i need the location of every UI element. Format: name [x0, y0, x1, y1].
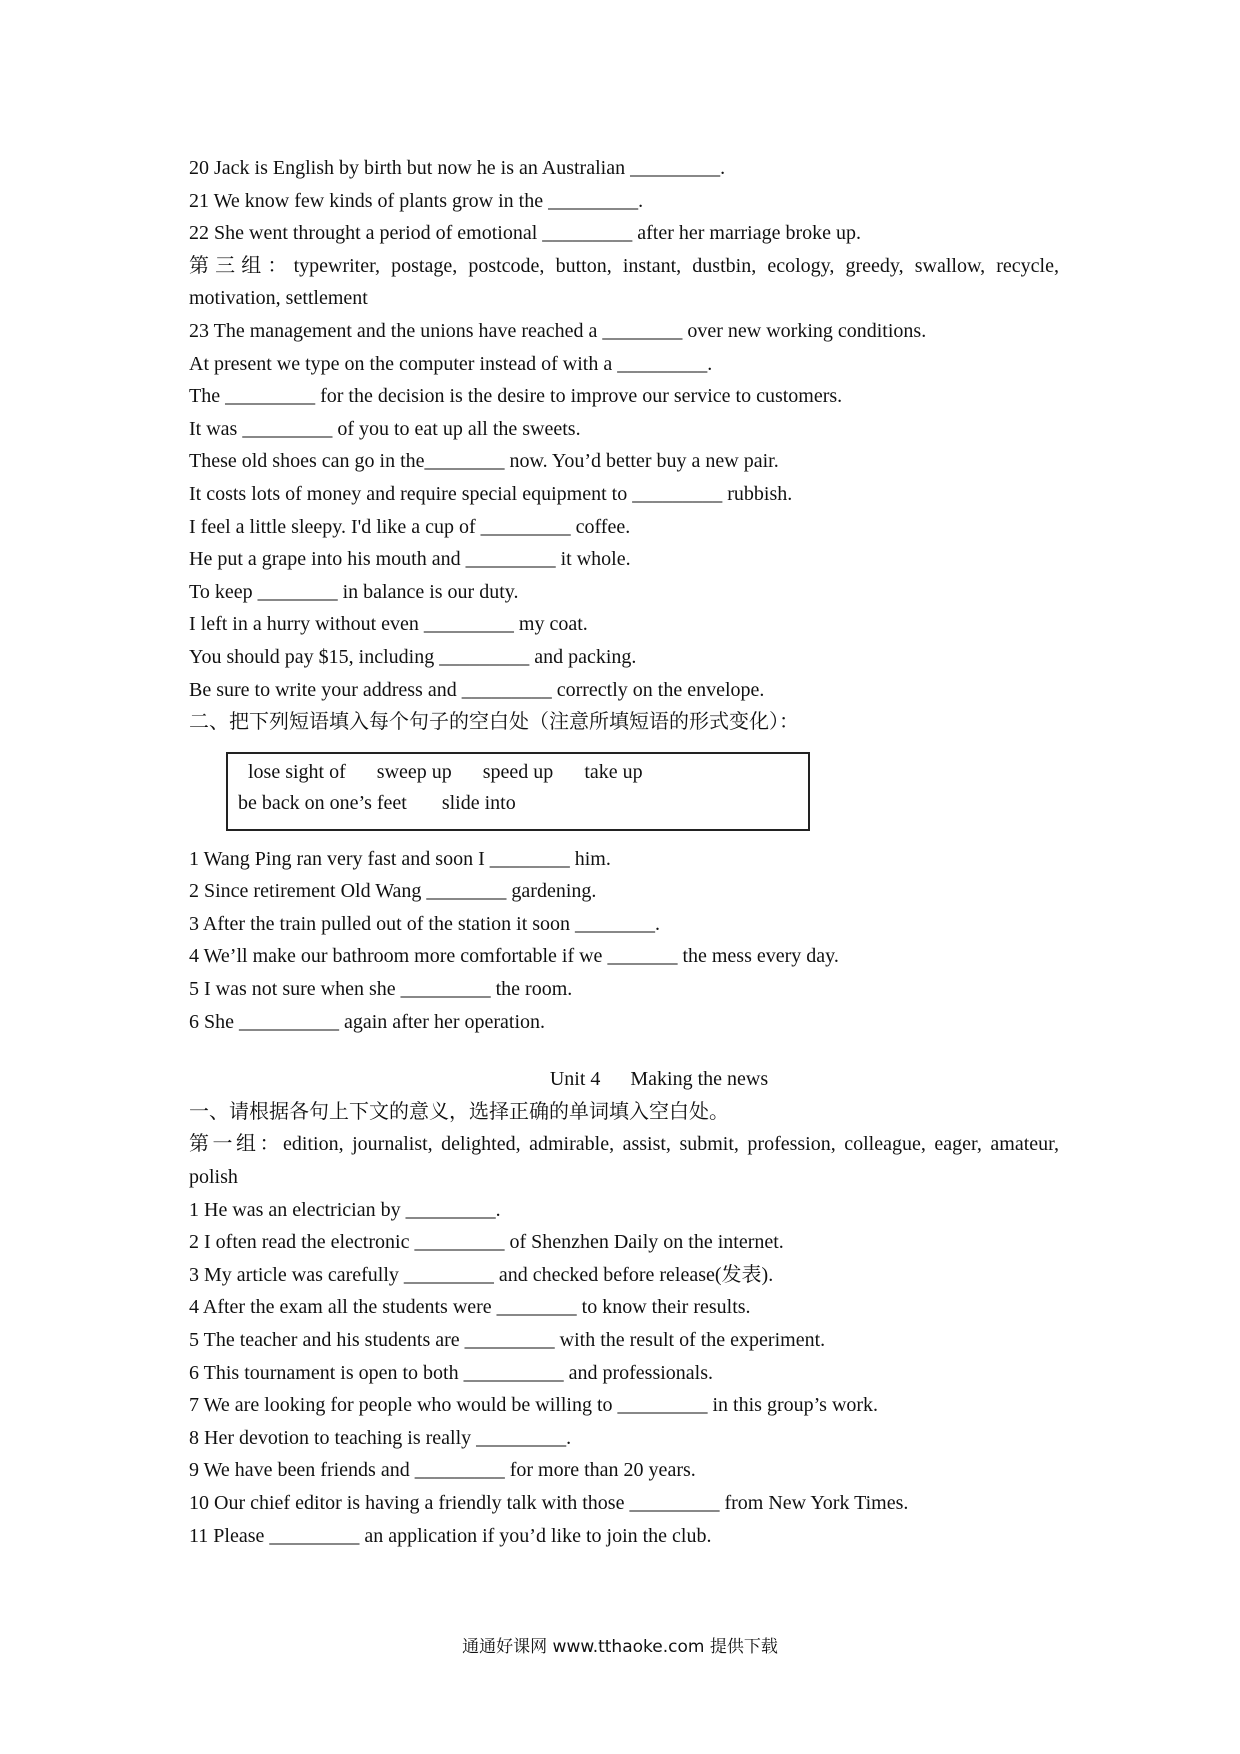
exercise-line: 5 I was not sure when she _________ the room.	[189, 978, 573, 1001]
exercise-line: I left in a hurry without even _________ my coat.	[189, 613, 588, 636]
page-footer: 通通好课网 www.tthaoke.com 提供下载	[462, 1637, 778, 1657]
exercise-line: To keep ________ in balance is our duty.	[189, 580, 519, 603]
exercise-line: 2 Since retirement Old Wang ________ gardening.	[189, 880, 597, 903]
phrase-item: be back on one’s feet	[238, 791, 407, 814]
exercise-line: The _________ for the decision is the desire to improve our service to customers.	[189, 385, 843, 408]
exercise-line: 11 Please _________ an application if you’d like to join the club.	[189, 1524, 712, 1547]
phrase-row	[238, 788, 798, 819]
exercise-line: 6 She __________ again after her operation.	[189, 1010, 546, 1033]
phrase-item: take up	[584, 760, 643, 783]
group1-word-list: 第一组：edition, journalist, delighted, admirable, assist, submit, profession, colleague, eager, amateur, polish	[189, 1133, 1059, 1189]
exercise-line: 7 We are looking for people who would be willing to _________ in this group’s work.	[189, 1394, 879, 1417]
phrase-box	[226, 752, 810, 831]
group3-word-list: 第三组：typewriter, postage, postcode, button, instant, dustbin, ecology, greedy, swallow, recycle, motivation, settlement	[189, 254, 1059, 310]
exercise-line: 2 I often read the electronic _________ of Shenzhen Daily on the internet.	[189, 1231, 784, 1254]
exercise-line: I feel a little sleepy. I'd like a cup of _________ coffee.	[189, 515, 631, 538]
exercise-line: 4 After the exam all the students were ________ to know their results.	[189, 1296, 751, 1319]
worksheet-content	[189, 152, 1059, 1552]
section-instruction: 二、把下列短语填入每个句子的空白处（注意所填短语的形式变化）：	[189, 711, 799, 734]
exercise-line: 1 Wang Ping ran very fast and soon I ________ him.	[189, 847, 611, 870]
exercise-line: At present we type on the computer instead of with a _________.	[189, 352, 713, 375]
exercise-line: 1 He was an electrician by _________.	[189, 1198, 501, 1221]
section-instruction: 一、请根据各句上下文的意义，选择正确的单词填入空白处。	[189, 1100, 729, 1123]
exercise-line: 5 The teacher and his students are _________ with the result of the experiment.	[189, 1329, 826, 1351]
exercise-line: Be sure to write your address and _________ correctly on the envelope.	[189, 678, 765, 701]
exercise-line: You should pay $15, including _________ and packing.	[189, 645, 637, 668]
phrase-item: sweep up	[376, 760, 452, 783]
exercise-line: It costs lots of money and require special equipment to _________ rubbish.	[189, 482, 793, 505]
exercise-line: 23 The management and the unions have reached a ________ over new working conditions.	[189, 319, 927, 342]
phrase-row	[238, 757, 798, 788]
exercise-line: 20 Jack is English by birth but now he is an Australian _________.	[189, 157, 726, 179]
unit-title	[189, 1063, 1059, 1096]
exercise-line: 8 Her devotion to teaching is really _________.	[189, 1426, 572, 1449]
unit-number: Unit 4	[549, 1068, 601, 1091]
exercise-line: 4 We’ll make our bathroom more comfortable if we _______ the mess every day.	[189, 945, 839, 968]
exercise-line: These old shoes can go in the________ now. You’d better buy a new pair.	[189, 450, 779, 473]
exercise-line: 3 My article was carefully _________ and checked before release(发表).	[189, 1263, 774, 1286]
exercise-line: 3 After the train pulled out of the station it soon ________.	[189, 912, 661, 935]
exercise-line: 22 She went throught a period of emotional _________ after her marriage broke up.	[189, 222, 862, 245]
exercise-line: 10 Our chief editor is having a friendly talk with those _________ from New York Times.	[189, 1491, 909, 1514]
phrase-item: speed up	[482, 760, 554, 783]
phrase-item: lose sight of	[248, 760, 346, 783]
exercise-line: It was _________ of you to eat up all the sweets.	[189, 417, 581, 440]
exercise-line: 9 We have been friends and _________ for more than 20 years.	[189, 1459, 696, 1482]
unit-name: Making the news	[630, 1068, 769, 1091]
exercise-line: He put a grape into his mouth and _________ it whole.	[189, 548, 631, 571]
phrase-item: slide into	[441, 791, 516, 814]
exercise-line: 6 This tournament is open to both __________ and professionals.	[189, 1361, 714, 1384]
exercise-line: 21 We know few kinds of plants grow in the _________.	[189, 189, 644, 212]
